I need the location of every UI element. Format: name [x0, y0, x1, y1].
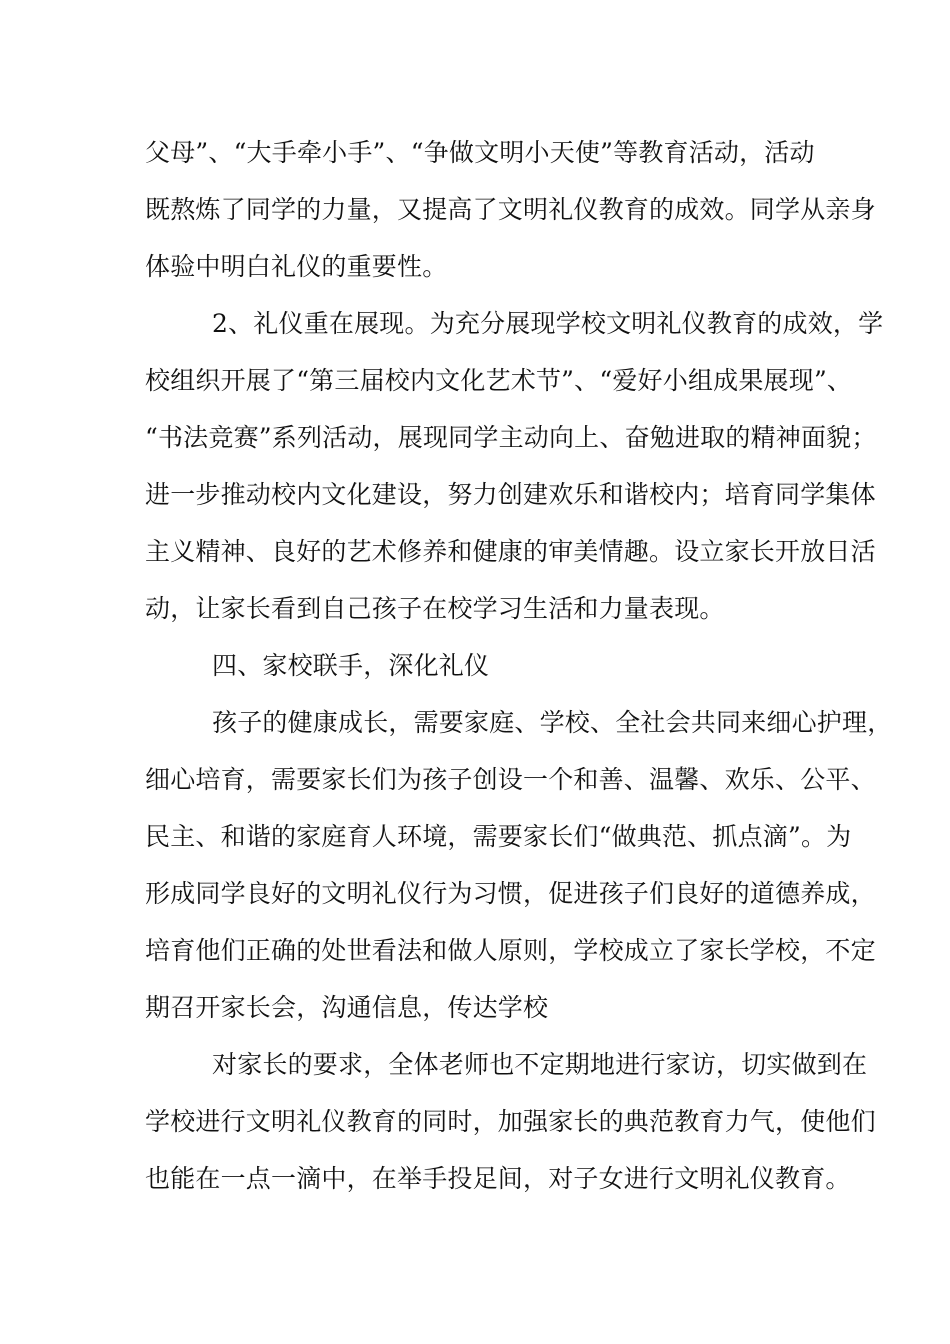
body-text-line: 进一步推动校内文化建设，努力创建欢乐和谐校内；培育同学集体: [145, 480, 876, 509]
body-text-line: “书法竞赛”系列活动，展现同学主动向上、奋勉进取的精神面貌；: [145, 423, 877, 452]
body-text-line: 孩子的健康成长，需要家庭、学校、全社会共同来细心护理，: [212, 708, 893, 737]
section-heading: 四、家校联手，深化礼仪: [212, 651, 490, 680]
body-text-line: 期召开家长会，沟通信息，传达学校: [145, 993, 549, 1022]
body-text-line: 也能在一点一滴中，在举手投足间，对子女进行文明礼仪教育。: [145, 1164, 851, 1193]
body-text-line: 培育他们正确的处世看法和做人原则，学校成立了家长学校，不定: [145, 936, 876, 965]
body-text-line: 民主、和谐的家庭育人环境，需要家长们“做典范、抓点滴”。为: [145, 822, 852, 851]
body-text-line: 学校进行文明礼仪教育的同时，加强家长的典范教育力气，使他们: [145, 1107, 876, 1136]
body-text-line: 细心培育，需要家长们为孩子创设一个和善、温馨、欢乐、公平、: [145, 765, 876, 794]
body-text-line: 2、礼仪重在展现。为充分展现学校文明礼仪教育的成效，学: [212, 309, 884, 338]
body-text-line: 校组织开展了“第三届校内文化艺术节”、“爱好小组成果展现”、: [145, 366, 853, 395]
body-text-line: 主义精神、良好的艺术修养和健康的审美情趣。设立家长开放日活: [145, 537, 876, 566]
body-text-line: 形成同学良好的文明礼仪行为习惯，促进孩子们良好的道德养成，: [145, 879, 876, 908]
body-text-line: 动，让家长看到自己孩子在校学习生活和力量表现。: [145, 594, 725, 623]
body-text-line: 对家长的要求，全体老师也不定期地进行家访，切实做到在: [212, 1050, 868, 1079]
body-text-line: 体验中明白礼仪的重要性。: [145, 252, 448, 281]
body-text-line: 既熬炼了同学的力量，又提高了文明礼仪教育的成效。同学从亲身: [145, 195, 876, 224]
body-text-line: 父母”、“大手牵小手”、“争做文明小天使”等教育活动，活动: [145, 138, 815, 167]
